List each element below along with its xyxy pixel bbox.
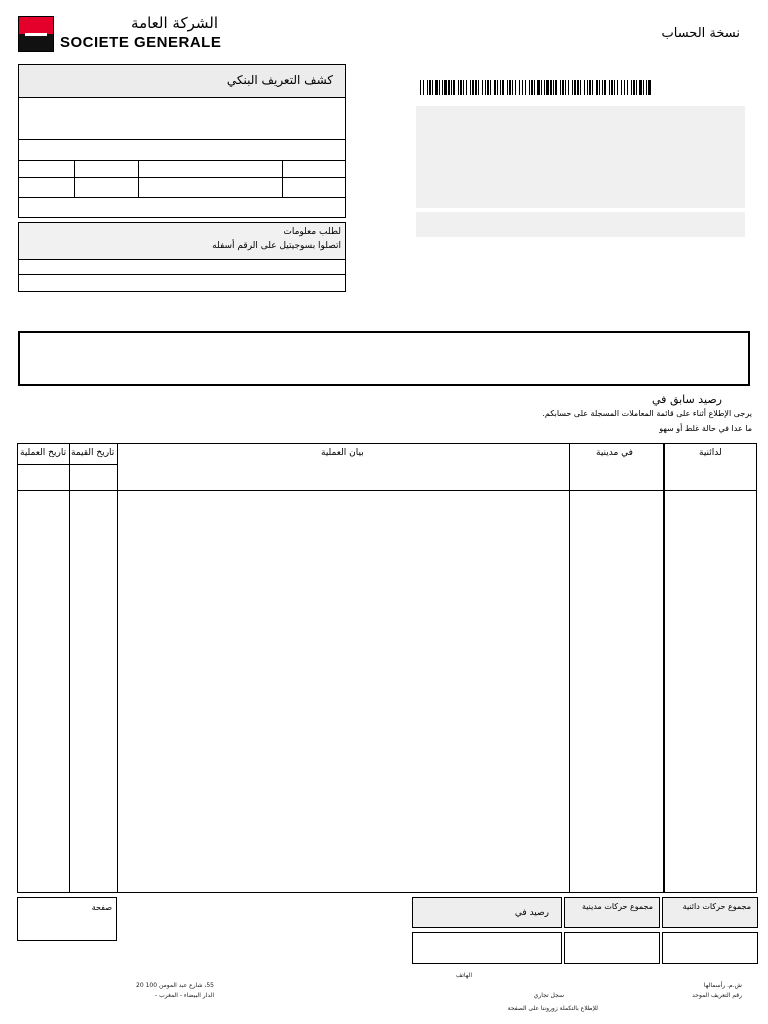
credit-total-label-box xyxy=(662,897,758,928)
footer-address-1: 55، شارع عبد المومن 100 20 xyxy=(136,982,214,989)
debit-total-label-box xyxy=(564,897,660,928)
contact-info-box xyxy=(18,222,346,292)
header-operation-date: تاريخ العملية xyxy=(20,448,67,458)
notice-box xyxy=(18,331,750,386)
brand-latin-name: SOCIETE GENERALE xyxy=(60,34,222,51)
info-line-2: اتصلوا بسوجيتيل على الرقم أسفله xyxy=(212,241,341,251)
footer-phone: الهاتف xyxy=(456,972,472,979)
footer-address-2: الدار البيضاء - المغرب - xyxy=(155,992,214,999)
debit-total-value-box xyxy=(564,932,660,964)
address-area xyxy=(416,106,745,208)
brand-logo-mark xyxy=(18,16,54,52)
address-footer-area xyxy=(416,212,745,237)
barcode xyxy=(420,80,656,95)
check-notice: يرجى الإطلاع أثناء على قائمة المعاملات المسجلة على حسابكم. xyxy=(542,409,752,418)
footer-continued-note: للإطلاع بالتكملة زوروننا على الصفحة xyxy=(507,1005,598,1012)
footer-commerce-register: سجل تجاري xyxy=(533,992,564,999)
balance-label: رصيد في xyxy=(514,908,549,918)
info-line-1: لطلب معلومات xyxy=(283,227,341,237)
header-value-date: تاريخ القيمة xyxy=(71,448,115,458)
balance-label-box xyxy=(412,897,562,928)
debit-total-label: مجموع حركات مدينية xyxy=(581,902,653,911)
header-credit: لدائنية xyxy=(699,448,722,458)
error-notice: ما عدا في حالة غلط أو سهو xyxy=(659,424,752,433)
page-number-box xyxy=(17,897,117,941)
barcode-stripe xyxy=(651,80,652,95)
statement-title: كشف التعريف البنكي xyxy=(226,73,333,87)
header-debit: في مدينية xyxy=(596,448,633,458)
brand-arabic-name: الشركة العامة xyxy=(131,14,218,32)
footer-unique-id: رقم التعريف الموحد xyxy=(692,992,742,999)
credit-total-value-box xyxy=(662,932,758,964)
credit-total-label: مجموع حركات دائنية xyxy=(682,902,751,911)
bank-id-statement-box xyxy=(18,64,346,218)
header-description: بيان العملية xyxy=(321,448,364,458)
previous-balance-label: رصيد سابق في xyxy=(652,393,722,406)
account-copy-label: نسخة الحساب xyxy=(661,26,740,41)
page-label: صفحة xyxy=(91,903,112,912)
statement-header xyxy=(19,65,345,98)
transactions-table xyxy=(17,443,757,893)
footer-capital: ش.م. رأسمالها xyxy=(703,982,742,989)
balance-value-box xyxy=(412,932,562,964)
